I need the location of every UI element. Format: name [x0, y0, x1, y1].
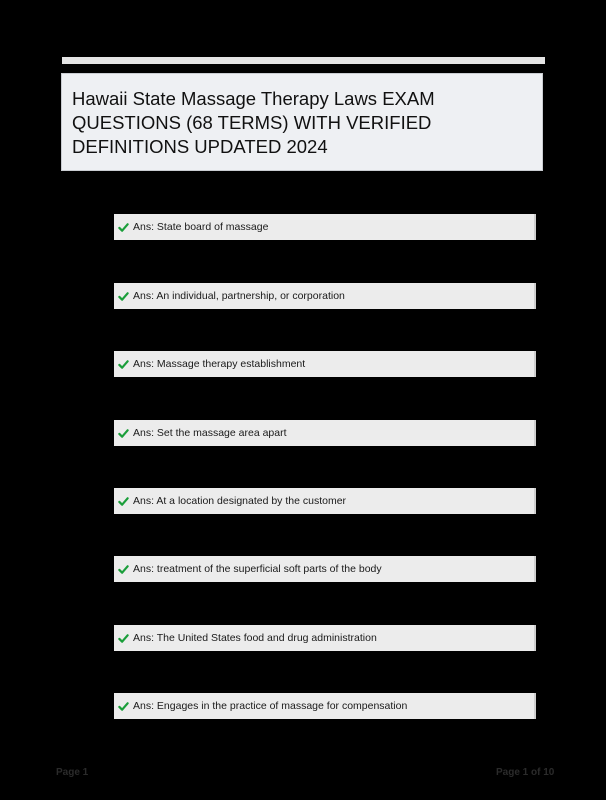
check-icon: [118, 428, 129, 439]
answer-text: Ans: State board of massage: [133, 221, 269, 233]
check-icon: [118, 359, 129, 370]
answer-row: [114, 283, 536, 309]
answer-row: [114, 488, 536, 514]
answer-text: Ans: Massage therapy establishment: [133, 358, 306, 370]
answer-row: [114, 420, 536, 446]
check-icon: [118, 496, 129, 507]
title-box: [61, 73, 543, 171]
answer-text: Ans: At a location designated by the customer: [133, 495, 347, 507]
answer-text: Ans: treatment of the superficial soft parts of the body: [133, 563, 382, 575]
answer-row: [114, 214, 536, 240]
answer-text: Ans: Set the massage area apart: [133, 427, 287, 439]
answer-text: Ans: The United States food and drug administration: [133, 632, 377, 644]
top-divider: [62, 57, 545, 64]
answer-row: [114, 556, 536, 582]
answer-row: [114, 351, 536, 377]
check-icon: [118, 701, 129, 712]
answer-text: Ans: Engages in the practice of massage for compensation: [133, 700, 408, 712]
answer-row: [114, 625, 536, 651]
footer-page-number: Page 1 of 10: [496, 767, 555, 778]
footer-left-text: Page 1: [56, 767, 89, 778]
document-title: Hawaii State Massage Therapy Laws EXAM QUESTIONS (68 TERMS) WITH VERIFIED DEFINITIONS UPDATED 2024: [72, 88, 435, 157]
check-icon: [118, 222, 129, 233]
answer-row: [114, 693, 536, 719]
check-icon: [118, 633, 129, 644]
check-icon: [118, 291, 129, 302]
check-icon: [118, 564, 129, 575]
answer-text: Ans: An individual, partnership, or corporation: [133, 290, 345, 302]
